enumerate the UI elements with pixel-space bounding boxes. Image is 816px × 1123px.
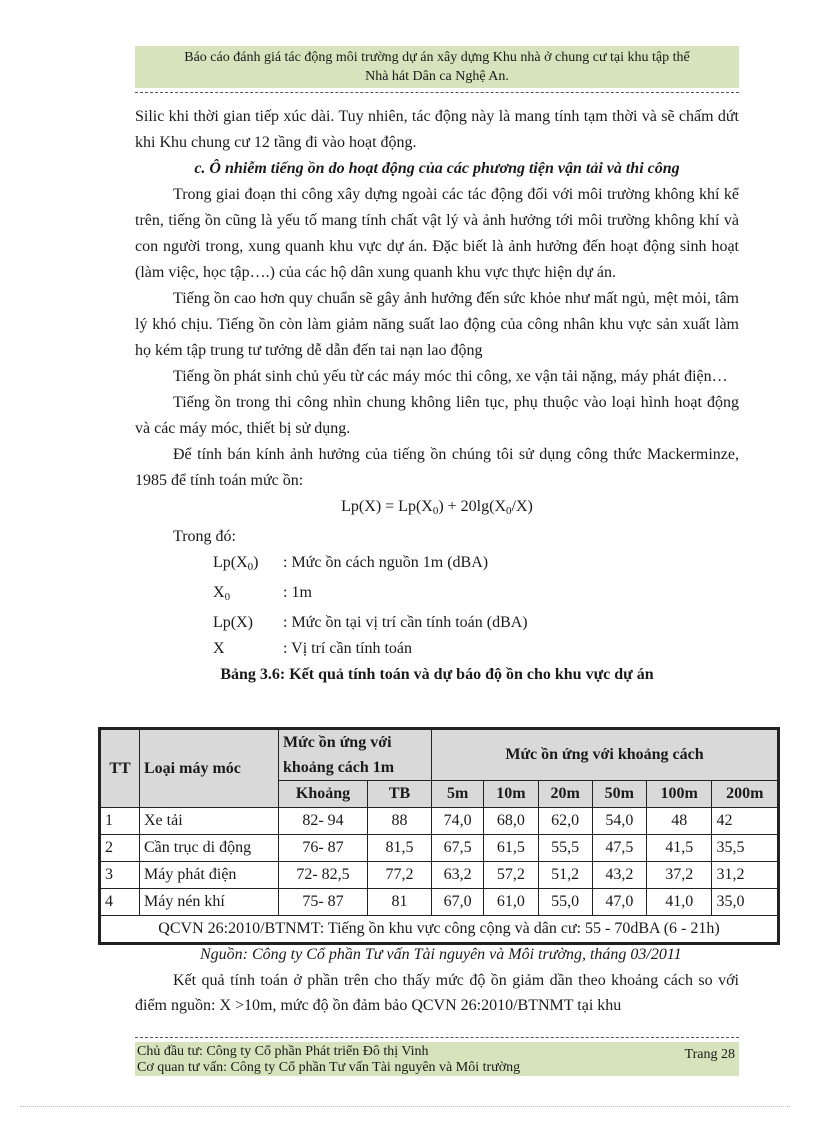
header-5m: 5m xyxy=(432,781,484,808)
header-avg: TB xyxy=(368,781,432,808)
header-machine: Loại máy móc xyxy=(140,730,279,808)
table-row: 1 Xe tải 82- 94 88 74,0 68,0 62,0 54,0 48 42 xyxy=(101,808,778,835)
header-divider xyxy=(135,92,739,93)
page-edge xyxy=(20,1106,790,1107)
paragraph-1: Trong giai đoạn thi công xây dựng ngoài các tác động đối với môi trường không khí kể trên, tiếng ồn cũng là yếu tố mang tính chất vật lý và ảnh hưởng tới môi trường không khí và con người trong, xung quanh khu vực dự án. Đặc biết là ảnh hưởng đến hoạt động sinh hoạt (làm việc, học tập….) của các hộ dân xung quanh khu vực thực hiện dự án. xyxy=(135,186,739,281)
document-body xyxy=(135,104,739,688)
header-200m: 200m xyxy=(712,781,778,808)
footer-owner: Chủ đầu tư: Công ty Cổ phần Phát triển Đô thị Vinh xyxy=(137,1044,429,1059)
definition-row: $X_0$ : 1m xyxy=(213,584,312,603)
table-row: 4 Máy nén khí 75- 87 81 67,0 61,0 55,0 47,0 41,0 35,0 xyxy=(101,889,778,916)
noise-table xyxy=(100,729,778,943)
table-header-row xyxy=(101,730,778,781)
where-label: Trong đó: xyxy=(173,528,236,545)
conclusion-paragraph: Kết quả tính toán ở phần trên cho thấy mức độ ồn giảm dần theo khoảng cách so với điểm nguồn: X >10m, mức độ ồn đảm bảo QCVN 26:2010/BTNMT tại khu xyxy=(135,972,739,1014)
paragraph-3: Tiếng ồn phát sinh chủ yếu từ các máy móc thi công, xe vận tải nặng, máy phát điện… xyxy=(173,368,728,385)
page-header xyxy=(135,46,739,88)
header-1m: Mức ồn ứng với khoảng cách 1m xyxy=(279,730,432,781)
header-10m: 10m xyxy=(484,781,538,808)
definitions-list xyxy=(213,550,739,662)
conclusion-block xyxy=(135,968,739,1018)
header-50m: 50m xyxy=(592,781,646,808)
footer-consultant: Cơ quan tư vấn: Công ty Cổ phần Tư vấn Tài nguyên và Môi trường xyxy=(137,1060,521,1075)
table-source: Nguồn: Công ty Cổ phần Tư vấn Tài nguyên và Môi trường, tháng 03/2011 xyxy=(200,946,682,963)
paragraph-4: Tiếng ồn trong thi công nhìn chung không liên tục, phụ thuộc vào loại hình hoạt động và các máy móc, thiết bị sử dụng. xyxy=(135,394,739,437)
definition-row: X : Vị trí cần tính toán xyxy=(213,640,413,657)
definition-row: $Lp(X_0)$ : Mức ồn cách nguồn 1m (dBA) xyxy=(213,554,489,573)
table-row: 3 Máy phát điện 72- 82,5 77,2 63,2 57,2 51,2 43,2 37,2 31,2 xyxy=(101,862,778,889)
header-line-2: Nhà hát Dân ca Nghệ An. xyxy=(365,69,509,84)
intro-paragraph: Silic khi thời gian tiếp xúc dài. Tuy nhiên, tác động này là mang tính tạm thời và sẽ chấm dứt khi Khu chung cư 12 tầng đi vào hoạt động. xyxy=(135,108,739,151)
header-line-1: Báo cáo đánh giá tác động môi trường dự án xây dựng Khu nhà ở chung cư tại khu tập thể xyxy=(184,50,690,65)
header-20m: 20m xyxy=(538,781,592,808)
table-caption: Bảng 3.6: Kết quả tính toán và dự báo độ ồn cho khu vực dự án xyxy=(220,666,654,683)
table-row: 2 Cần trục di động 76- 87 81,5 67,5 61,5 55,5 47,5 41,5 35,5 xyxy=(101,835,778,862)
header-distance: Mức ồn ứng với khoảng cách xyxy=(432,730,778,781)
page-footer xyxy=(135,1042,739,1076)
section-heading: c. Ô nhiễm tiếng ồn do hoạt động của các phương tiện vận tải và thi công xyxy=(194,160,680,177)
noise-formula: $Lp(X) = Lp(X_0) + 20\lg(X_0/X)$ xyxy=(341,498,533,517)
qcvn-standard: QCVN 26:2010/BTNMT: Tiếng ồn khu vực công cộng và dân cư: 55 - 70dBA (6 - 21h) xyxy=(101,916,778,943)
header-100m: 100m xyxy=(646,781,712,808)
definition-row: Lp(X) : Mức ồn tại vị trí cần tính toán (dBA) xyxy=(213,614,528,631)
header-range: Khoảng xyxy=(279,781,368,808)
paragraph-5: Để tính bán kính ảnh hưởng của tiếng ồn chúng tôi sử dụng công thức Mackerminze, 1985 để tính toán mức ồn: xyxy=(135,446,739,489)
footer-divider xyxy=(135,1037,739,1038)
page-number: Trang 28 xyxy=(684,1047,735,1062)
paragraph-2: Tiếng ồn cao hơn quy chuẩn sẽ gây ảnh hưởng đến sức khỏe như mất ngủ, mệt mỏi, tâm lý khó chịu. Tiếng ồn còn làm giảm năng suất lao động của công nhân khu vực sản xuất làm họ kém tập trung tư tưởng dễ dẫn đến tai nạn lao động xyxy=(135,290,739,359)
table-footer-row xyxy=(101,916,778,943)
header-tt: TT xyxy=(101,730,140,808)
